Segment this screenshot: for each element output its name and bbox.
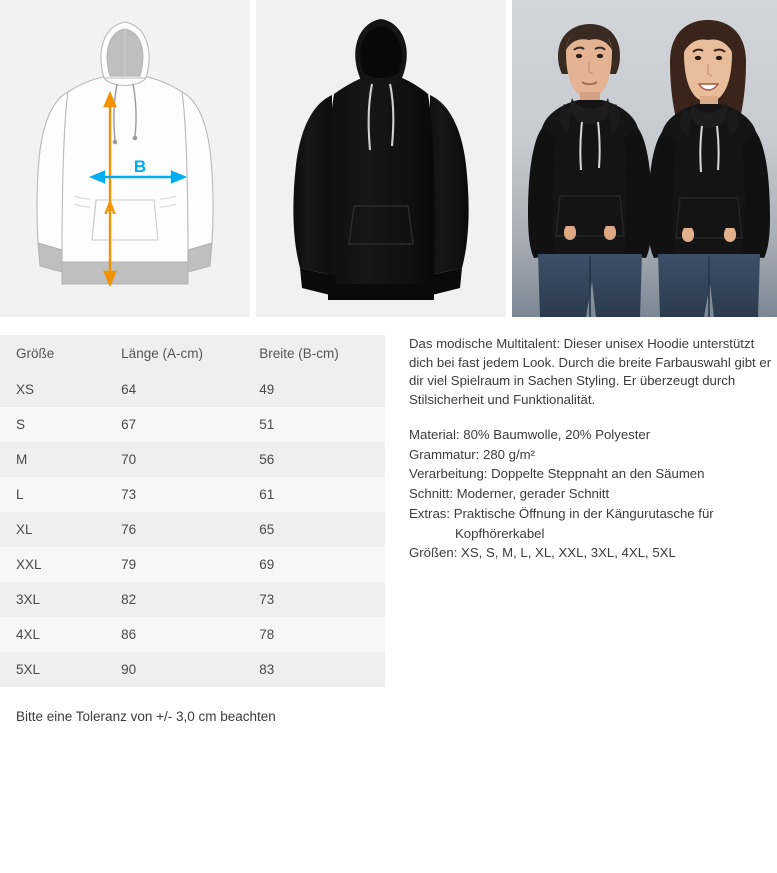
cell-length: 64 (105, 372, 243, 407)
table-row (0, 442, 385, 477)
image-row (0, 0, 777, 317)
col-header-length: Länge (A-cm) (105, 335, 243, 372)
description-paragraph: Das modische Multitalent: Dieser unisex Hoodie unterstützt dich bei fast jedem Look. Durch die breite Farbauswahl gibt er dir viel Spielraum in Sachen Styling. Er überzeugt durch Stilsicherheit und Funktionalität. (409, 336, 772, 408)
cell-size: L (0, 477, 105, 512)
spec-verarbeitung: Verarbeitung: Doppelte Steppnaht an den Säumen (409, 466, 705, 482)
spec-extras-continued: Kopfhörerkabel (455, 525, 545, 541)
cell-size: XS (0, 372, 105, 407)
cell-size: 3XL (0, 582, 105, 617)
size-table-column (0, 335, 385, 724)
models-photo (512, 0, 777, 317)
cell-length: 67 (105, 407, 243, 442)
technical-drawing-panel (0, 0, 250, 317)
spec-material: Material: 80% Baumwolle, 20% Polyester (409, 426, 651, 442)
size-table-body (0, 372, 385, 687)
table-row (0, 407, 385, 442)
cell-size: XL (0, 512, 105, 547)
table-header-row (0, 335, 385, 372)
cell-length: 76 (105, 512, 243, 547)
label-a: A (103, 199, 117, 218)
black-hoodie-photo (256, 0, 506, 317)
cell-width: 73 (243, 582, 385, 617)
table-row (0, 477, 385, 512)
spec-groessen: Größen: XS, S, M, L, XL, XXL, 3XL, 4XL, 5XL (409, 545, 676, 561)
cell-length: 82 (105, 582, 243, 617)
cell-size: 4XL (0, 617, 105, 652)
cell-size: 5XL (0, 652, 105, 687)
cell-size: XXL (0, 547, 105, 582)
product-photo-panel (256, 0, 506, 317)
cell-width: 69 (243, 547, 385, 582)
cell-width: 49 (243, 372, 385, 407)
cell-size: S (0, 407, 105, 442)
table-row (0, 617, 385, 652)
size-table (0, 335, 385, 687)
spec-extras: Extras: Praktische Öffnung in der Kängurutasche für (409, 505, 714, 521)
cell-length: 79 (105, 547, 243, 582)
cell-length: 73 (105, 477, 243, 512)
size-table-head (0, 335, 385, 372)
spec-schnitt: Schnitt: Moderner, gerader Schnitt (409, 486, 610, 502)
cell-width: 51 (243, 407, 385, 442)
models-photo-panel (512, 0, 777, 317)
table-row (0, 652, 385, 687)
details-section (0, 335, 777, 724)
description-column (385, 335, 777, 724)
table-row (0, 582, 385, 617)
cell-width: 78 (243, 617, 385, 652)
col-header-size: Größe (0, 335, 105, 372)
col-header-width: Breite (B-cm) (243, 335, 385, 372)
table-row (0, 512, 385, 547)
technical-drawing (0, 0, 250, 317)
cell-width: 61 (243, 477, 385, 512)
tolerance-note: Bitte eine Toleranz von +/- 3,0 cm beachten (16, 709, 276, 724)
cell-width: 65 (243, 512, 385, 547)
table-row (0, 547, 385, 582)
label-b: B (133, 157, 147, 176)
table-row (0, 372, 385, 407)
cell-length: 86 (105, 617, 243, 652)
spec-grammatur: Grammatur: 280 g/m² (409, 446, 536, 462)
cell-length: 90 (105, 652, 243, 687)
cell-length: 70 (105, 442, 243, 477)
cell-size: M (0, 442, 105, 477)
cell-width: 56 (243, 442, 385, 477)
cell-width: 83 (243, 652, 385, 687)
